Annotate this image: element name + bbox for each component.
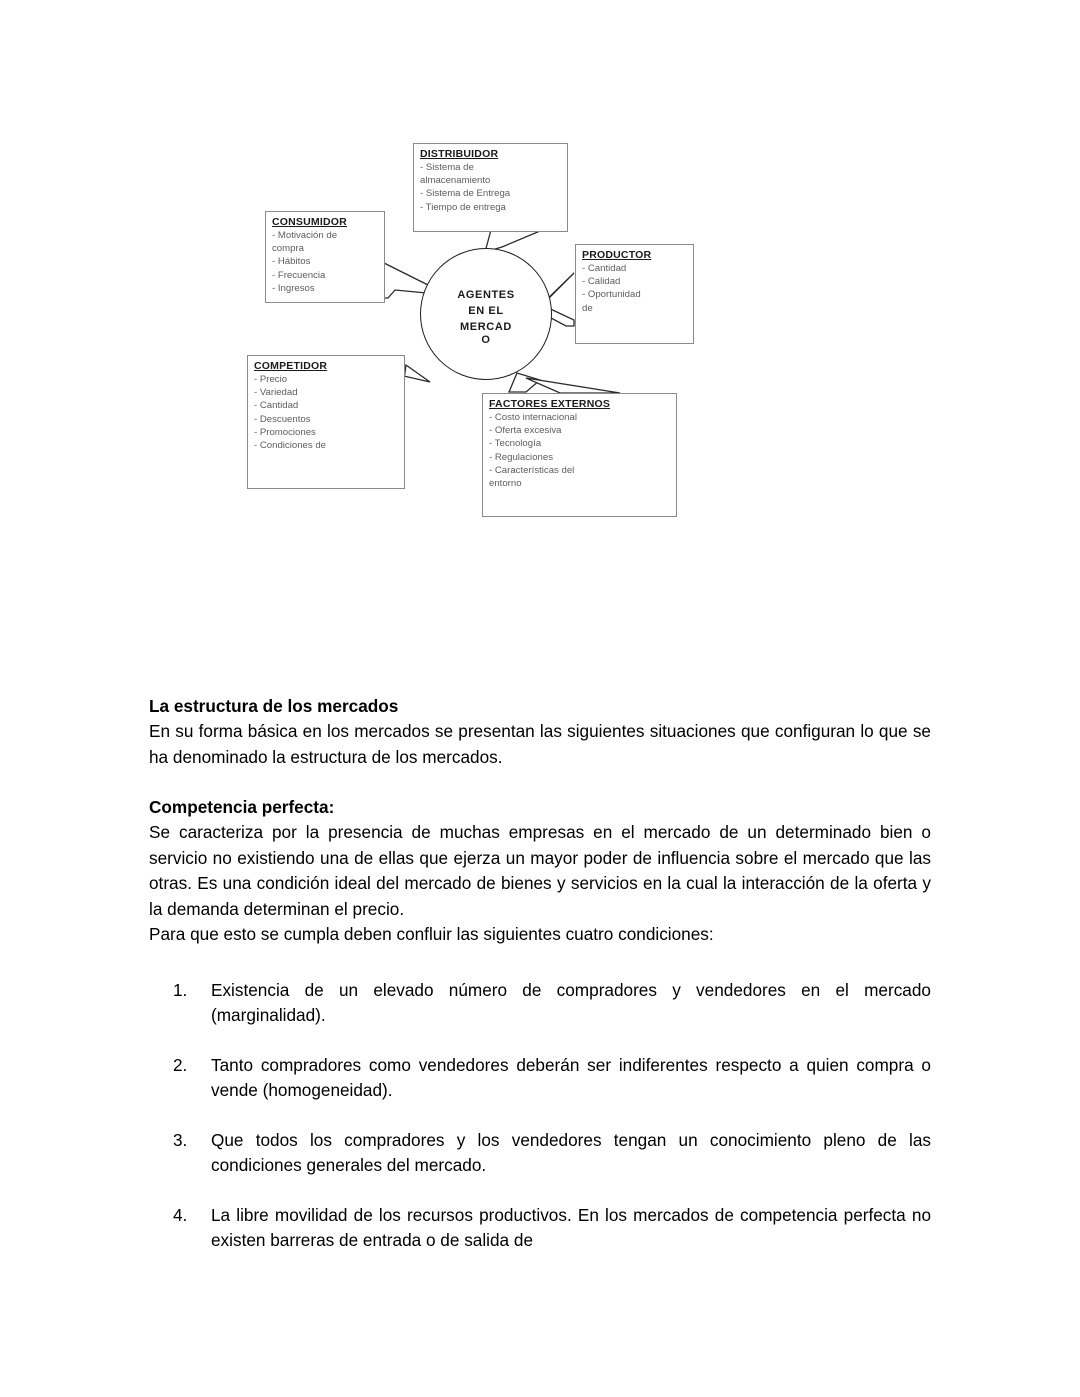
conditions-list-wrapper	[149, 978, 931, 1254]
box-item: - Descuentos	[254, 413, 311, 425]
section-heading-competencia-perfecta: Competencia perfecta:	[149, 797, 335, 817]
box-item: - Condiciones de	[254, 440, 326, 452]
paragraph-spacer	[149, 770, 931, 795]
diagram-box-productor	[575, 244, 694, 344]
box-item: - Hábitos	[272, 256, 311, 268]
list-item	[149, 1128, 931, 1179]
box-item: - Costo internacional	[489, 412, 577, 423]
box-item: - Ingresos	[272, 282, 315, 294]
paragraph-competencia-perfecta: Se caracteriza por la presencia de muchas empresas en el mercado de un determinado bien o servicio no existiendo una de ellas que ejerza un mayor poder de influencia sobre el mercado que las otras. Es una condición ideal del mercado de bienes y servicios en la cual la interacción de la oferta y la demanda determinan el precio.	[149, 822, 931, 919]
connector-factores-2	[526, 378, 620, 393]
center-node-agentes-en-el-mercado	[420, 248, 552, 380]
paragraph-estructura: En su forma básica en los mercados se presentan las siguientes situaciones que configuran lo que se ha denominado la estructura de los mercados.	[149, 721, 931, 767]
list-item	[149, 1053, 931, 1104]
box-title-factores-externos: FACTORES EXTERNOS	[489, 398, 611, 410]
box-item: compra	[272, 243, 304, 255]
list-item-text: Que todos los compradores y los vendedores tengan un conocimiento pleno de las condiciones generales del mercado.	[211, 1129, 931, 1175]
box-item: entorno	[489, 478, 522, 490]
list-item-text: La libre movilidad de los recursos productivos. En los mercados de competencia perfecta no existen barreras de entrada o de salida de	[211, 1204, 931, 1250]
box-item: - Cantidad	[582, 263, 627, 274]
box-item: almacenamiento	[420, 175, 491, 187]
list-item-number: 1.	[173, 979, 188, 1000]
box-item: - Precio	[254, 374, 288, 385]
list-item-text: Existencia de un elevado número de compradores y vendedores en el mercado (marginalidad).	[211, 979, 931, 1025]
box-item: - Oportunidad	[582, 289, 641, 301]
paragraph-condiciones-intro: Para que esto se cumpla deben confluir las siguientes cuatro condiciones:	[149, 924, 714, 944]
box-title-consumidor: CONSUMIDOR	[272, 216, 347, 228]
box-title-competidor: COMPETIDOR	[254, 360, 328, 372]
box-item: - Motivación de	[272, 230, 338, 241]
list-item-number: 3.	[173, 1129, 188, 1150]
box-item: - Sistema de	[420, 162, 474, 173]
box-item: de	[582, 302, 593, 314]
diagram-box-competidor	[247, 355, 405, 489]
box-item: - Tiempo de entrega	[420, 201, 506, 213]
box-item: - Promociones	[254, 426, 316, 438]
box-item: - Sistema de Entrega	[420, 188, 511, 200]
market-agents-diagram	[240, 130, 700, 530]
diagram-box-factores-externos	[482, 393, 677, 517]
box-item: - Tecnología	[489, 438, 542, 450]
diagram-box-distribuidor	[413, 143, 568, 232]
document-body	[149, 694, 931, 1254]
diagram-box-consumidor	[265, 211, 385, 303]
center-line-4: O	[481, 334, 491, 346]
box-title-distribuidor: DISTRIBUIDOR	[420, 148, 499, 160]
list-item	[149, 978, 931, 1029]
box-item: - Regulaciones	[489, 451, 553, 463]
conditions-list	[149, 978, 931, 1254]
center-line-1: AGENTES	[457, 289, 515, 301]
box-item: - Frecuencia	[272, 269, 326, 281]
box-item: - Características del	[489, 464, 575, 476]
box-title-productor: PRODUCTOR	[582, 249, 652, 261]
box-item: - Calidad	[582, 276, 621, 288]
box-item: - Oferta excesiva	[489, 425, 562, 437]
center-line-3: MERCAD	[460, 321, 512, 333]
list-item-number: 2.	[173, 1054, 188, 1075]
list-item	[149, 1203, 931, 1254]
box-item: - Variedad	[254, 387, 298, 399]
box-item: - Cantidad	[254, 400, 299, 412]
center-line-2: EN EL	[468, 305, 504, 317]
list-item-number: 4.	[173, 1204, 188, 1225]
list-item-text: Tanto compradores como vendedores deberán ser indiferentes respecto a quien compra o vende (homogeneidad).	[211, 1054, 931, 1100]
section-heading-estructura: La estructura de los mercados	[149, 696, 399, 716]
